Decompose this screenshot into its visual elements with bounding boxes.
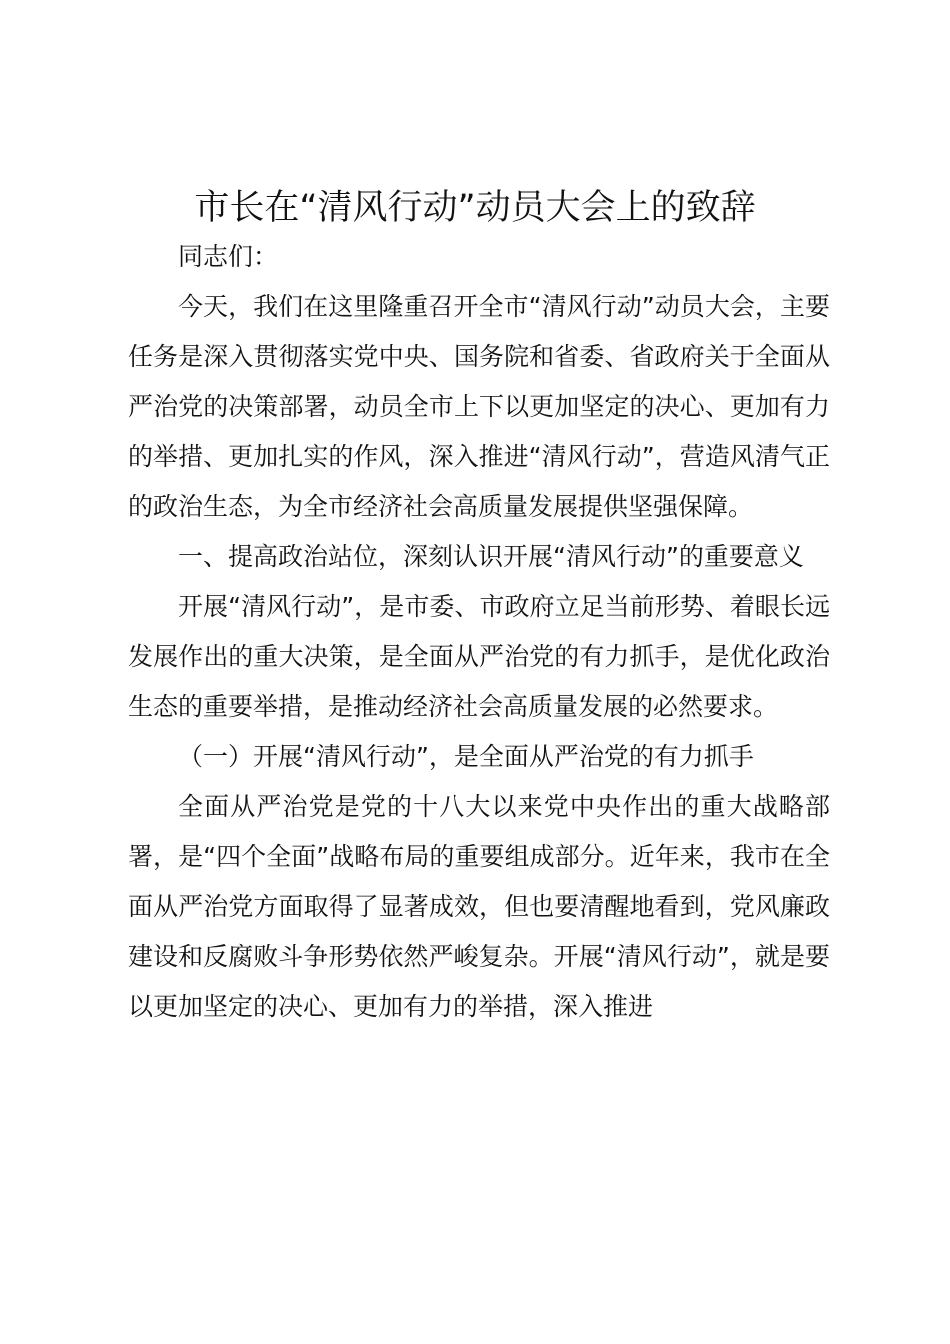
document-title: 市长在“清风行动”动员大会上的致辞 xyxy=(194,188,756,228)
salutation: 同志们： xyxy=(178,242,279,271)
subsection-heading-1-1: （一）开展“清风行动”，是全面从严治党的有力抓手 xyxy=(178,742,754,771)
paragraph-subsection-1-1: 全面从严治党是党的十八大以来党中央作出的重大战略部署，是“四个全面”战略布局的重要组成部分。近年来，我市在全面从严治党方面取得了显著成效，但也要清醒地看到，党风廉政建设和反腐败斗争形势依然严峻复杂。开展“清风行动”，就是要以更加坚定的决心、更加有力的举措，深入推进 xyxy=(128,792,830,1021)
paragraph-intro: 今天，我们在这里隆重召开全市“清风行动”动员大会，主要任务是深入贯彻落实党中央、国务院和省委、省政府关于全面从严治党的决策部署，动员全市上下以更加坚定的决心、更加有力的举措、更加扎实的作风，深入推进“清风行动”，营造风清气正的政治生态，为全市经济社会高质量发展提供坚强保障。 xyxy=(128,292,830,521)
section-heading-1: 一、提高政治站位，深刻认识开展“清风行动”的重要意义 xyxy=(178,542,804,571)
document-body xyxy=(128,232,830,1032)
paragraph-section-1: 开展“清风行动”，是市委、市政府立足当前形势、着眼长远发展作出的重大决策，是全面从严治党的有力抓手，是优化政治生态的重要举措，是推动经济社会高质量发展的必然要求。 xyxy=(128,592,830,721)
